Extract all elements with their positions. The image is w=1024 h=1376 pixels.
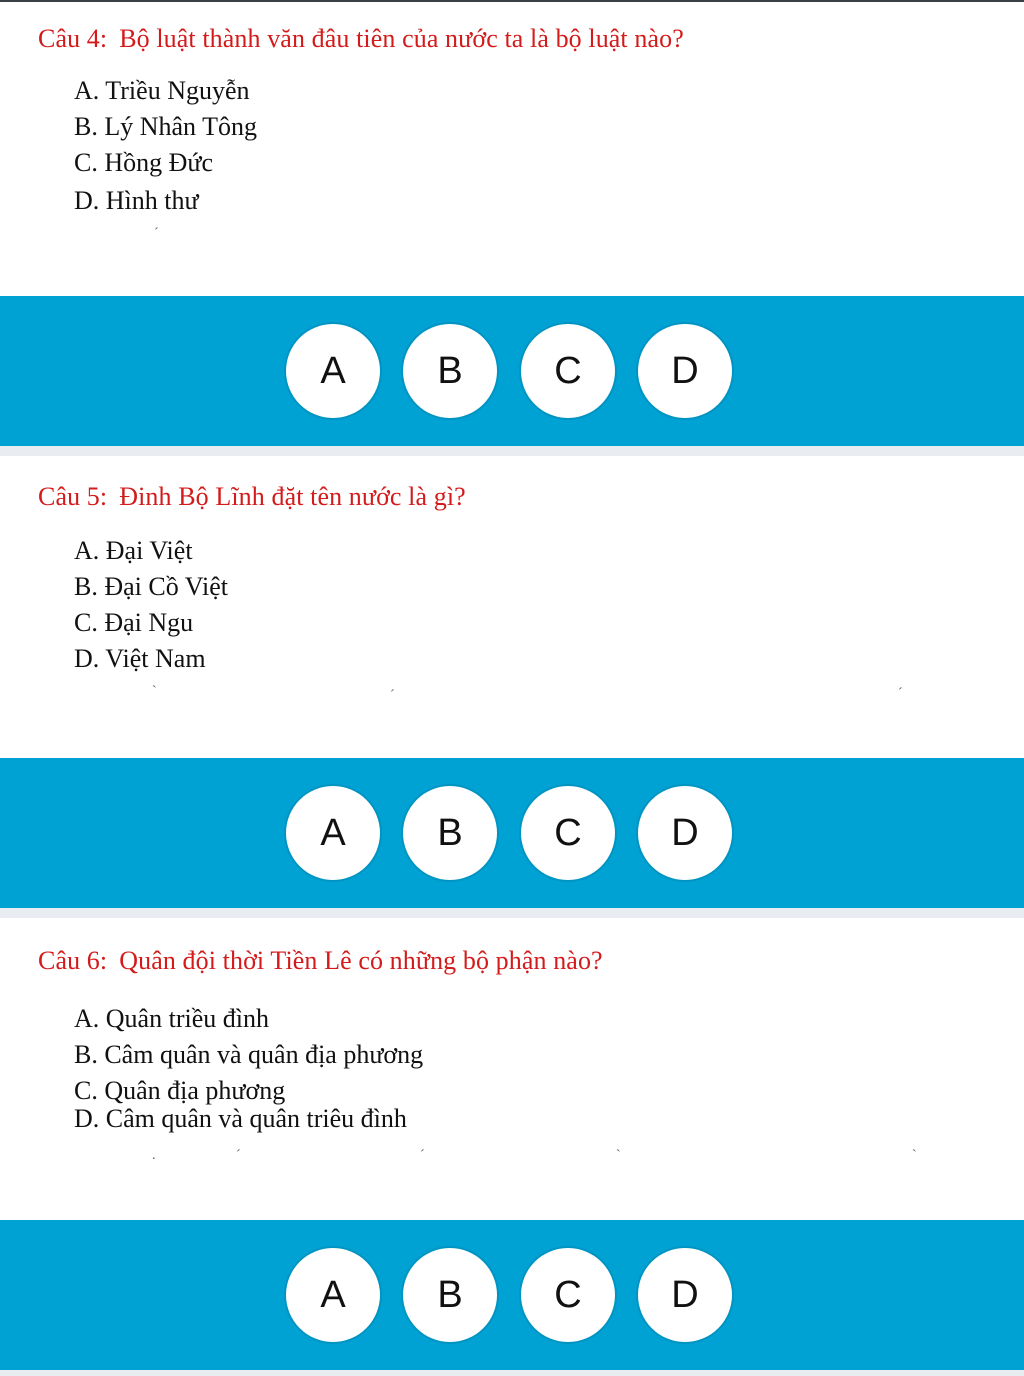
question-text: Bộ luật thành văn đâu tiên của nước ta là bộ luật nào? (119, 24, 684, 53)
question-text: Đinh Bộ Lĩnh đặt tên nước là gì? (119, 482, 466, 511)
answer-button-a[interactable]: A (286, 324, 380, 418)
stray-mark: ˊ (154, 226, 159, 241)
stray-mark: ˊ (420, 1148, 425, 1163)
option-b: B. Câm quân và quân địa phương (74, 1040, 424, 1069)
answer-button-b[interactable]: B (403, 786, 497, 880)
stray-mark: . (152, 1148, 156, 1163)
question-title (38, 24, 684, 54)
option-d: D. Hình thư (74, 186, 199, 215)
option-c: C. Quân địa phương (74, 1076, 286, 1105)
question-card-4 (0, 2, 1024, 296)
option-d: D. Câm quân và quân triêu đình (74, 1104, 407, 1133)
answer-bar-q4 (0, 296, 1024, 446)
section-separator (0, 446, 1024, 456)
stray-mark: ˋ (912, 1148, 917, 1163)
option-a: A. Quân triều đình (74, 1004, 269, 1033)
question-text: Quân đội thời Tiền Lê có những bộ phận nào? (119, 946, 603, 975)
question-number: Câu 4: (38, 24, 108, 53)
answer-button-d[interactable]: D (638, 786, 732, 880)
option-b: B. Đại Cồ Việt (74, 572, 228, 601)
stray-mark: ˋ (616, 1148, 621, 1163)
answer-button-a[interactable]: A (286, 1248, 380, 1342)
section-separator (0, 908, 1024, 918)
question-number: Câu 5: (38, 482, 108, 511)
option-a: A. Triều Nguyễn (74, 76, 250, 105)
answer-button-b[interactable]: B (403, 1248, 497, 1342)
answer-button-c[interactable]: C (521, 786, 615, 880)
question-number: Câu 6: (38, 946, 108, 975)
option-b: B. Lý Nhân Tông (74, 112, 257, 141)
stray-mark: ˊ (898, 686, 903, 701)
answer-bar-q6 (0, 1220, 1024, 1370)
answer-button-a[interactable]: A (286, 786, 380, 880)
answer-button-b[interactable]: B (403, 324, 497, 418)
option-c: C. Hồng Đức (74, 148, 214, 177)
question-title (38, 482, 466, 512)
stray-mark: ˊ (236, 1148, 241, 1163)
question-title (38, 946, 603, 976)
stray-mark: ˋ (152, 684, 157, 699)
question-card-6 (0, 918, 1024, 1220)
option-a: A. Đại Việt (74, 536, 193, 565)
answer-button-c[interactable]: C (521, 324, 615, 418)
answer-button-d[interactable]: D (638, 1248, 732, 1342)
section-separator (0, 1370, 1024, 1376)
answer-bar-q5 (0, 758, 1024, 908)
answer-button-c[interactable]: C (521, 1248, 615, 1342)
option-c: C. Đại Ngu (74, 608, 194, 637)
option-d: D. Việt Nam (74, 644, 206, 673)
stray-mark: ˊ (390, 688, 395, 703)
question-card-5 (0, 456, 1024, 758)
answer-button-d[interactable]: D (638, 324, 732, 418)
